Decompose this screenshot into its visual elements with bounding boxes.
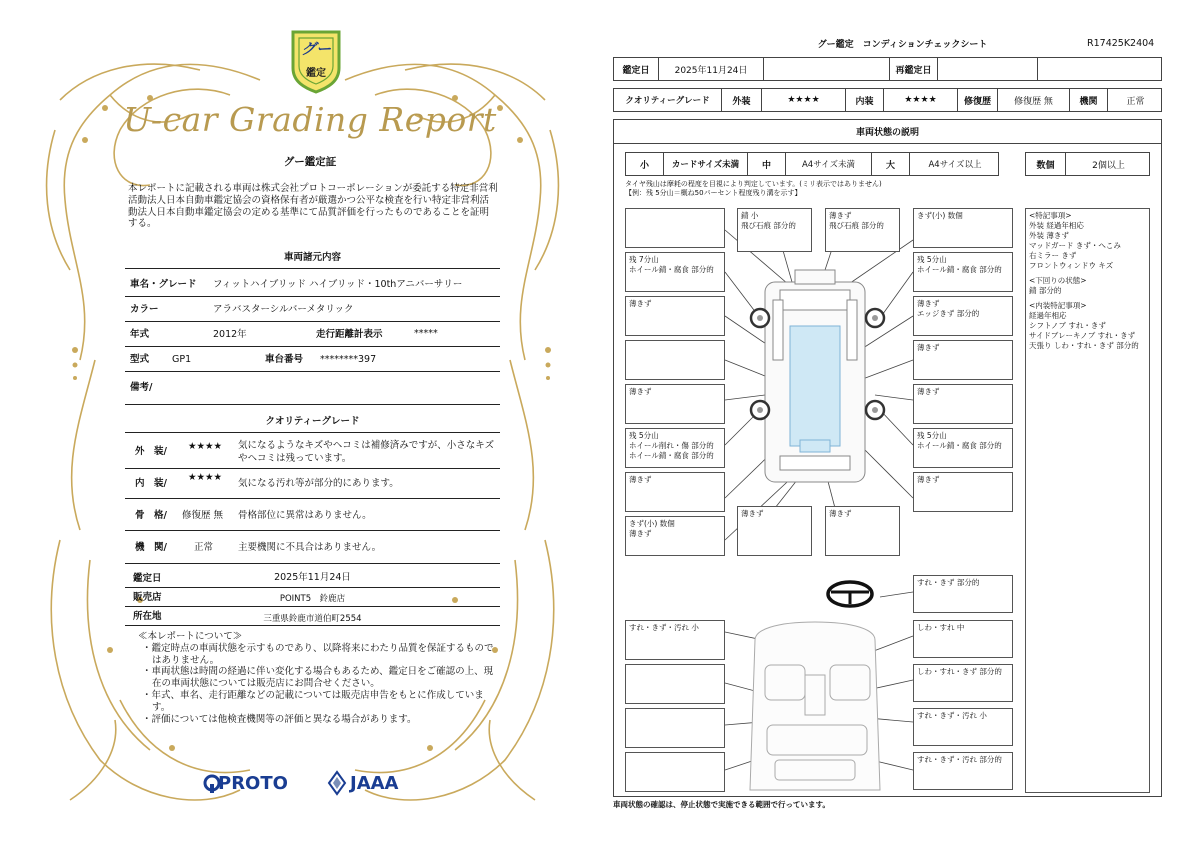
exterior-note-box: 薄きず	[913, 384, 1013, 424]
size-large: 大	[872, 153, 910, 175]
date-label: 鑑定日	[614, 58, 659, 80]
jaaa-logo-icon	[327, 770, 347, 796]
note-item: ・評価については他検査機関等の評価と異なる場合があります。	[142, 713, 417, 725]
exterior-note-box	[625, 340, 725, 380]
color-value: アラバスターシルバーメタリック	[213, 304, 354, 315]
vehicle-name-label: 車名・グレード	[130, 279, 197, 290]
divider	[125, 321, 500, 322]
sheet-footer: 車両状態の確認は、停止状態で実施できる範囲で行っています。	[613, 800, 830, 809]
grade-engine-label: 機関	[1070, 89, 1108, 111]
grade-repair-value: 修復歴 無	[998, 89, 1070, 111]
exterior-note-box: きず(小) 数個	[913, 208, 1013, 248]
frame-label: 骨 格/	[135, 510, 167, 521]
divider	[125, 468, 500, 469]
divider	[125, 625, 500, 626]
divider	[125, 404, 500, 405]
exterior-note-box: 薄きず エッジきず 部分的	[913, 296, 1013, 336]
sheet-id: R17425K2404	[1087, 38, 1155, 49]
exterior-stars: ★★★★	[188, 441, 223, 452]
address-label: 所在地	[133, 611, 162, 622]
divider	[125, 498, 500, 499]
model-label: 型式	[130, 354, 150, 365]
interior-note-box: すれ・きず・汚れ 小	[625, 620, 725, 660]
exterior-note-box: 薄きず	[625, 472, 725, 512]
grade-repair-label: 修復歴	[958, 89, 998, 111]
exterior-note-box: 薄きず	[913, 472, 1013, 512]
size-count: 数個	[1026, 153, 1066, 175]
address-value: 三重県鈴鹿市道伯町2554	[263, 614, 362, 624]
model-value: GP1	[172, 354, 192, 365]
divider	[125, 432, 500, 433]
chassis-label: 車台番号	[265, 354, 304, 365]
divider	[125, 606, 500, 607]
note-item: ・車両状態は時間の経過に伴い変化する場合もあるため、鑑定日をご確認の上、現在の車両状態については販売店にお問合せください。	[142, 666, 494, 690]
exterior-note-box	[625, 208, 725, 248]
divider	[125, 296, 500, 297]
exterior-note-box: 薄きず	[913, 340, 1013, 380]
date-value: 2025年11月24日	[659, 58, 764, 80]
interior-desc: 気になる汚れ等が部分的にあります。	[238, 478, 399, 489]
interior-note-box	[625, 752, 725, 792]
divider	[125, 587, 500, 588]
condition-title: 車両状態の説明	[613, 119, 1162, 144]
exterior-note-box: 薄きず	[825, 506, 900, 556]
proto-logo-text: PROTO	[218, 773, 288, 794]
condition-check-sheet	[605, 0, 1200, 848]
color-label: カラー	[130, 304, 159, 315]
certificate-title: グー鑑定証	[283, 156, 337, 168]
exterior-note-box: 残 5分山 ホイール錆・腐食 部分的	[913, 428, 1013, 468]
size-large-desc: A4サイズ以上	[928, 160, 982, 170]
appraisal-date-label: 鑑定日	[133, 573, 162, 584]
notes	[138, 631, 498, 725]
certificate-intro: 本レポートに記載される車両は株式会社プロトコーポレーションが委託する特定非営利活動法人日本自動車鑑定協会の資格保有者が厳選かつ公平な検査を行い特定非営利活動法人日本自動車鑑定協会の定める基準にて品質評価を行ったものであることを証明する。	[128, 183, 498, 230]
engine-value: 正常	[194, 542, 214, 553]
interior-note-box: しわ・すれ・きず 部分的	[913, 664, 1013, 702]
grade-interior-label: 内装	[846, 89, 884, 111]
tire-note: タイヤ残山は摩耗の程度を目視により判定しています。(ミリ表示ではありません)	[625, 180, 882, 188]
size-count-desc: 2個以上	[1092, 160, 1125, 171]
vehicle-name-value: フィットハイブリッド ハイブリッド・10thアニバーサリー	[213, 279, 463, 290]
interior-note-box: しわ・すれ 中	[913, 620, 1013, 658]
frame-desc: 骨格部位に異常はありません。	[238, 510, 372, 521]
sheet-title: グー鑑定 コンディションチェックシート	[817, 40, 988, 50]
vehicle-section-title: 車両諸元内容	[283, 252, 341, 263]
interior-note-box	[625, 664, 725, 704]
tire-example: 【例：残 5分山＝概ね50パーセント程度残り溝を示す】	[625, 189, 802, 197]
exterior-note-box: 薄きず	[737, 506, 812, 556]
frame-value: 修復歴 無	[182, 510, 224, 521]
interior-stars: ★★★★	[188, 472, 223, 483]
odometer-value: *****	[414, 328, 438, 339]
notes-title: ≪本レポートについて≫	[138, 631, 243, 642]
grade-label: クオリティーグレード	[614, 89, 722, 111]
interior-note-box: すれ・きず・汚れ 小	[913, 708, 1013, 746]
year-label: 年式	[130, 329, 150, 340]
exterior-note-box: 薄きず	[625, 296, 725, 336]
exterior-note-box: きず(小) 数個 薄きず	[625, 516, 725, 556]
interior-note-box: すれ・きず 部分的	[913, 575, 1013, 613]
chassis-value: ********397	[320, 354, 377, 365]
interior-label: 内 装/	[135, 478, 167, 489]
note-item: ・鑑定時点の車両状態を示すものであり、以降将来にわたり品質を保証するものではありません。	[142, 642, 494, 666]
badge-title: グー	[300, 40, 331, 58]
note-item: ・年式、車名、走行距離などの記載については販売店申告をもとに作成しています。	[142, 689, 484, 713]
badge-subtitle: 鑑定	[306, 68, 326, 79]
grade-interior-value: ★★★★	[884, 89, 958, 111]
year-value: 2012年	[213, 329, 247, 340]
exterior-note-box: 残 5分山 ホイール錆・腐食 部分的	[913, 252, 1013, 292]
odometer-label: 走行距離計表示	[316, 329, 383, 340]
engine-desc: 主要機関に不具合はありません。	[238, 542, 382, 553]
exterior-note-box: 薄きず 飛び石痕 部分的	[825, 208, 900, 252]
exterior-note-box: 錆 小 飛び石痕 部分的	[737, 208, 812, 252]
exterior-label: 外 装/	[135, 446, 167, 457]
size-medium-desc: A4サイズ未満	[786, 153, 872, 175]
size-small-desc: カードサイズ未満	[664, 153, 748, 175]
script-title: U-car Grading Report	[123, 100, 497, 139]
quality-section-title: クオリティーグレード	[265, 416, 360, 427]
grade-exterior-value: ★★★★	[762, 89, 846, 111]
divider	[125, 346, 500, 347]
interior-note-box: すれ・きず・汚れ 部分的	[913, 752, 1013, 790]
divider	[125, 371, 500, 372]
engine-label: 機 関/	[135, 542, 167, 553]
exterior-desc: 気になるようなキズやヘコミは補修済みですが、小さなキズやヘコミは残っています。	[238, 440, 495, 464]
dealer-value: POINT5 鈴鹿店	[279, 594, 346, 604]
divider	[125, 530, 500, 531]
special-notes-box: <特記事項> 外装 経過年相応 外装 薄きず マッドガード きず・へこみ 右ミラー きず フロントウィンドウ キズ <下回りの状態> 錆 部分的 <内装特記事項> 経過年相応 シフトノブ すれ・きず サイドブレーキノブ すれ・きず 天張り しわ・すれ・きず 部分的	[1025, 208, 1150, 793]
appraisal-date-value: 2025年11月24日	[274, 572, 351, 583]
steering-wheel-icon	[828, 582, 872, 606]
dealer-label: 販売店	[133, 592, 162, 603]
grade-engine-value: 正常	[1126, 96, 1145, 107]
remarks-label: 備考/	[130, 382, 153, 393]
reappraisal-label: 再鑑定日	[890, 58, 938, 80]
size-small: 小	[626, 153, 664, 175]
exterior-note-box: 残 5分山 ホイール削れ・傷 部分的 ホイール錆・腐食 部分的	[625, 428, 725, 468]
grade-exterior-label: 外装	[722, 89, 762, 111]
divider	[125, 563, 500, 564]
exterior-note-box: 薄きず	[625, 384, 725, 424]
interior-note-box	[625, 708, 725, 748]
divider	[125, 268, 500, 269]
size-medium: 中	[748, 153, 786, 175]
jaaa-logo-text: JAAA	[350, 773, 399, 794]
exterior-note-box: 残 7分山 ホイール錆・腐食 部分的	[625, 252, 725, 292]
